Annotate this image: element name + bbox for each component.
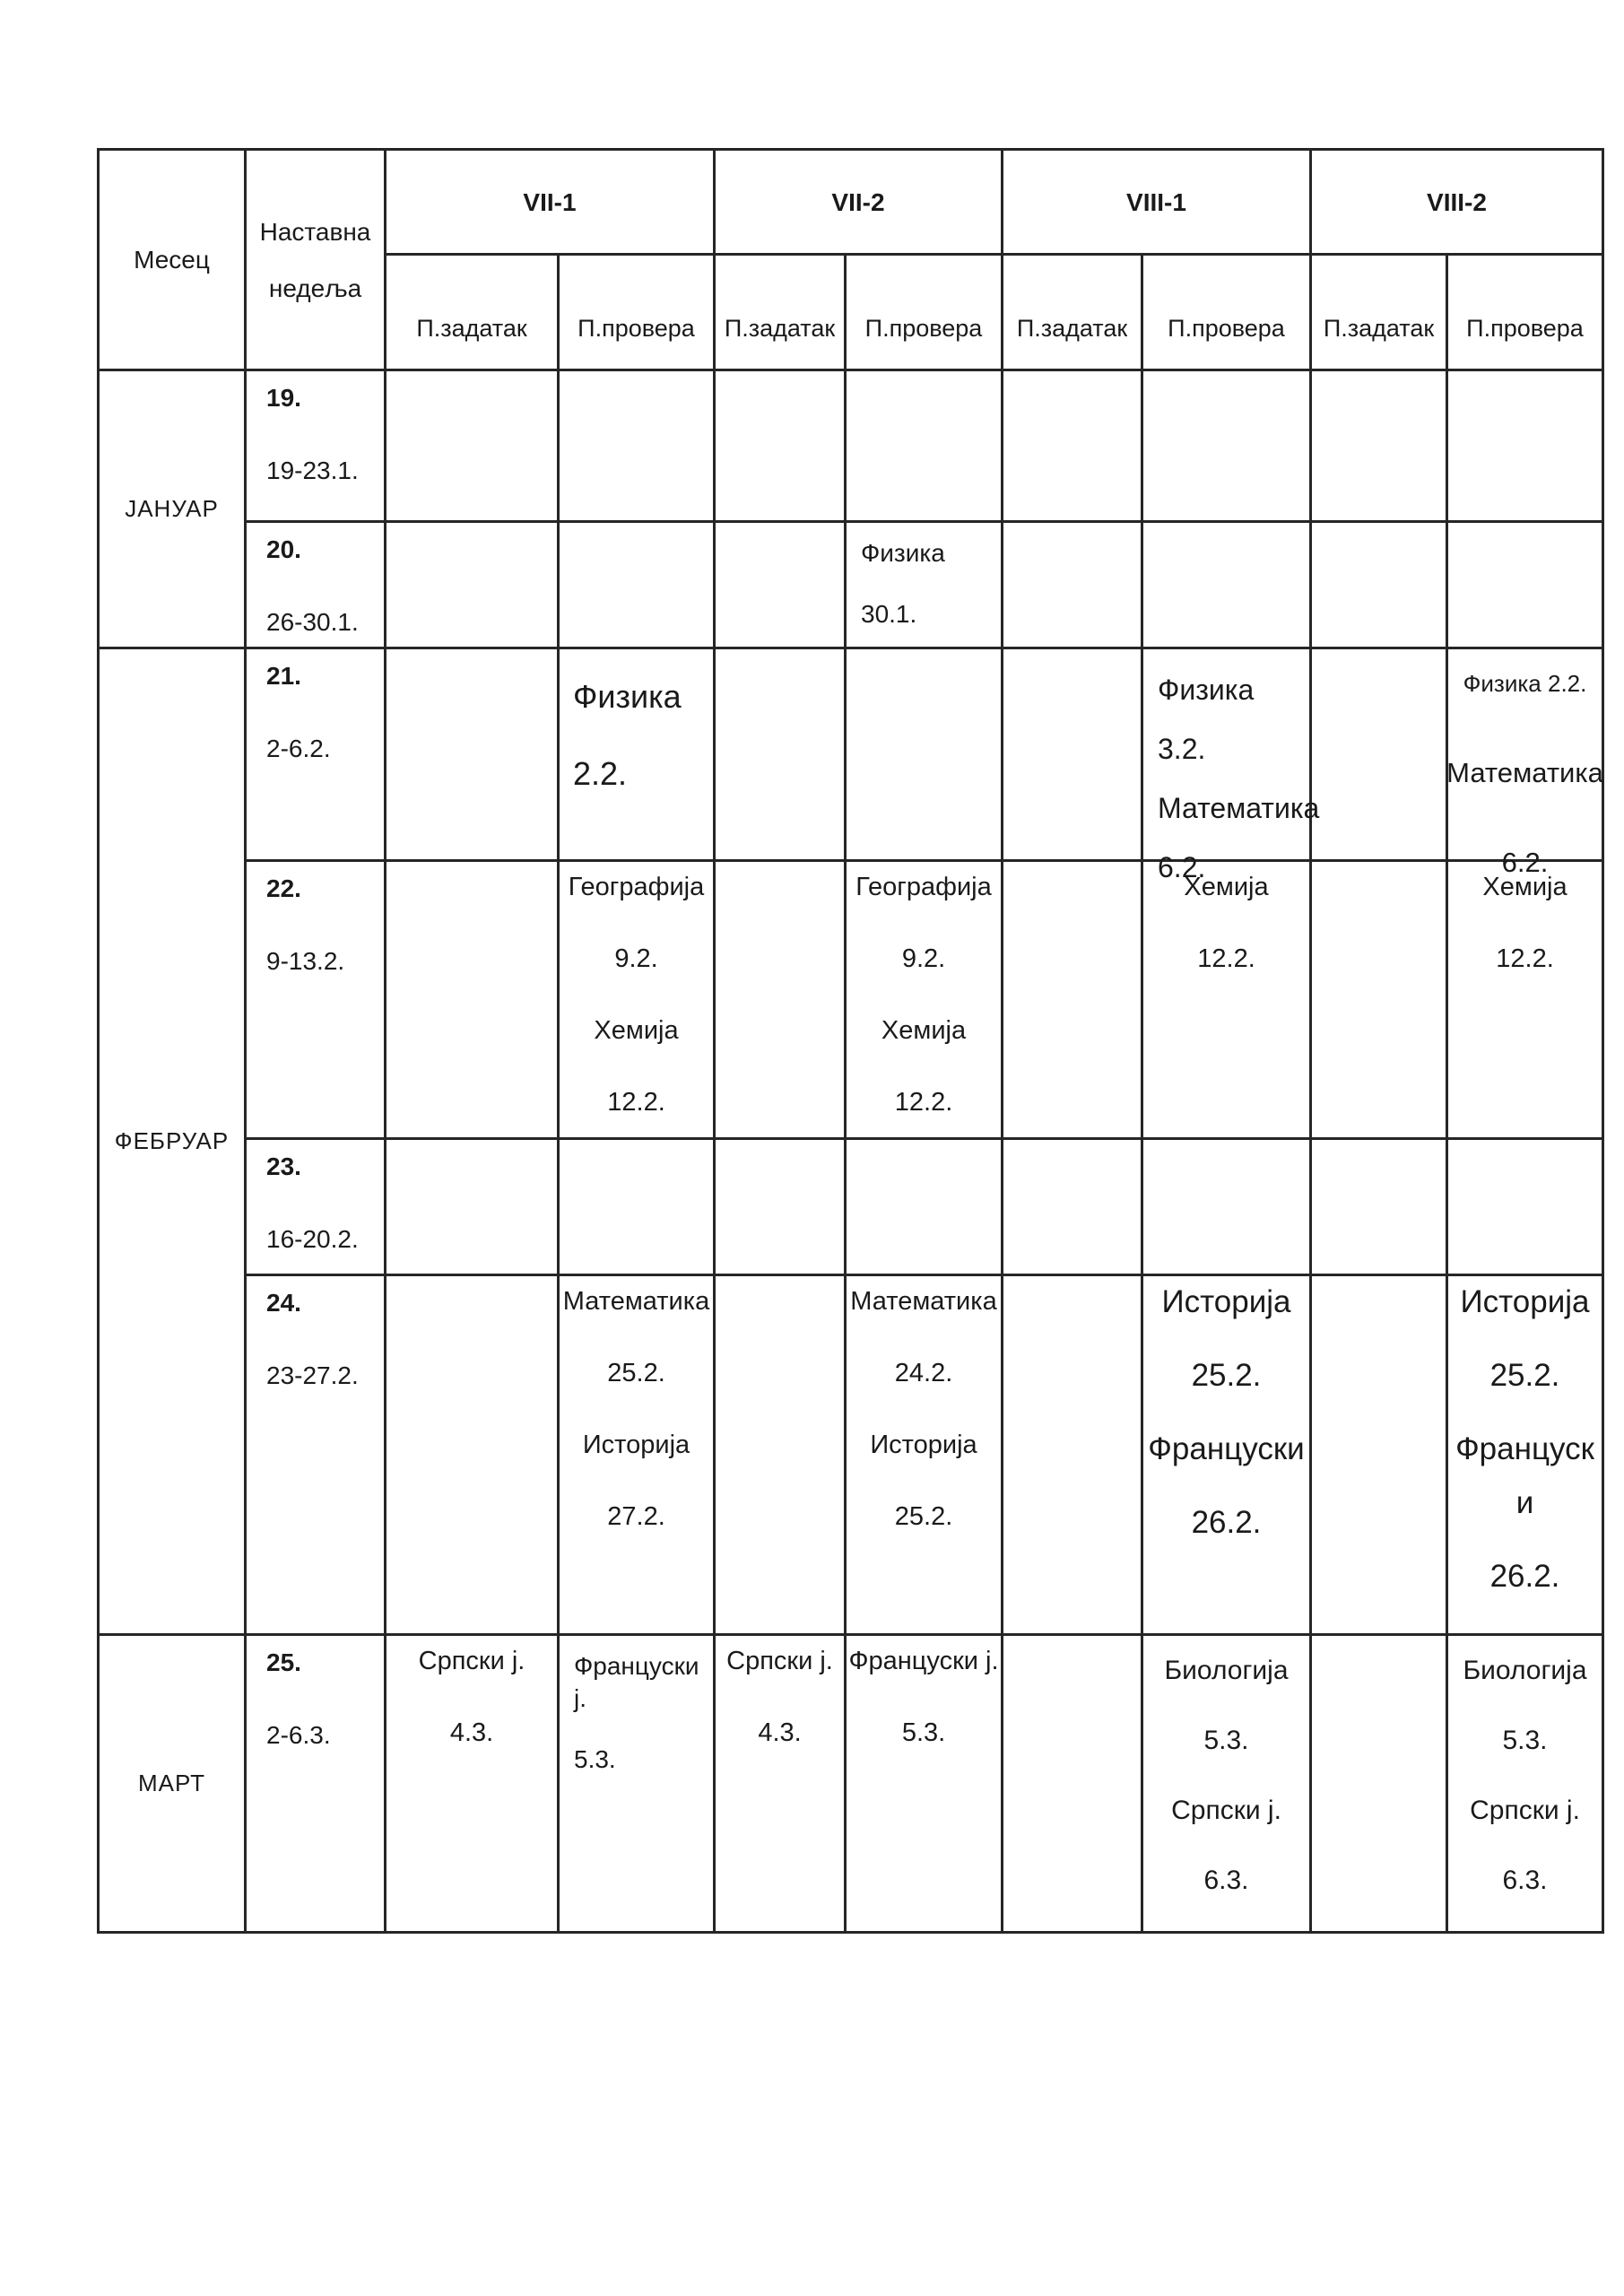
week-dates: 16-20.2. xyxy=(266,1225,359,1253)
week-number: 21. xyxy=(266,662,301,690)
cell-w24-viii1_zadatak xyxy=(1003,1276,1143,1636)
cell-line: 6.2. xyxy=(1158,851,1206,883)
cell-line: 6.2. xyxy=(1501,847,1549,878)
cell-w25-vii2_zadatak xyxy=(716,1636,847,1934)
cell-line: Француски ј. xyxy=(848,1647,999,1675)
cell-line: 25.2. xyxy=(1489,1358,1560,1393)
cell-w22-viii2_provera xyxy=(1448,862,1604,1140)
cell-w23-vii2_zadatak xyxy=(716,1140,847,1276)
cell-w25-vii1_zadatak xyxy=(386,1636,560,1934)
cell-line: Српски ј. xyxy=(1470,1796,1580,1825)
cell-line: 9.2. xyxy=(901,944,946,973)
cell-line: 5.3. xyxy=(1203,1726,1249,1755)
subheader-provera: П.провера xyxy=(1448,256,1604,371)
cell-line: 30.1. xyxy=(861,600,917,628)
group-header-viii1: VIII-1 xyxy=(1003,151,1312,256)
cell-w25-viii2_provera xyxy=(1448,1636,1604,1934)
cell-line: Математика xyxy=(1158,792,1320,824)
cell-line: 25.2. xyxy=(894,1502,953,1531)
cell-line: 25.2. xyxy=(1191,1358,1262,1393)
cell-w20-viii1_zadatak xyxy=(1003,523,1143,649)
cell-w20-viii1_provera xyxy=(1143,523,1312,649)
week-cell-20 xyxy=(247,523,386,649)
group-header-vii1: VII-1 xyxy=(386,151,716,256)
cell-w19-viii1_zadatak xyxy=(1003,371,1143,523)
cell-w19-vii2_provera xyxy=(847,371,1003,523)
week-dates: 26-30.1. xyxy=(266,608,359,636)
cell-line: 9.2. xyxy=(614,944,658,973)
subheader-provera: П.провера xyxy=(1143,256,1312,371)
subheader-zadatak: П.задатак xyxy=(716,256,847,371)
cell-line: Биологија xyxy=(1164,1656,1289,1685)
cell-line: Биологија xyxy=(1463,1656,1587,1685)
cell-line: Историја xyxy=(582,1431,690,1459)
cell-w19-viii2_provera xyxy=(1448,371,1604,523)
cell-w25-vii2_provera xyxy=(847,1636,1003,1934)
cell-line: 12.2. xyxy=(1496,944,1554,973)
cell-w20-vii2_provera xyxy=(847,523,1003,649)
cell-w24-vii2_provera xyxy=(847,1276,1003,1636)
cell-line: 3.2. xyxy=(1158,733,1206,765)
week-cell-22 xyxy=(247,862,386,1140)
cell-line: Француски xyxy=(1148,1431,1305,1466)
cell-w20-vii1_provera xyxy=(560,523,716,649)
cell-w24-vii2_zadatak xyxy=(716,1276,847,1636)
week-dates: 9-13.2. xyxy=(266,947,345,975)
cell-line: 4.3. xyxy=(449,1718,494,1747)
cell-line: 26.2. xyxy=(1489,1559,1560,1594)
cell-w19-vii1_zadatak xyxy=(386,371,560,523)
cell-w20-viii2_zadatak xyxy=(1312,523,1448,649)
cell-line: 24.2. xyxy=(894,1359,953,1387)
subheader-zadatak: П.задатак xyxy=(1003,256,1143,371)
cell-line: Географија xyxy=(568,873,705,901)
subheader-zadatak: П.задатак xyxy=(386,256,560,371)
cell-w23-viii2_zadatak xyxy=(1312,1140,1448,1276)
week-cell-19 xyxy=(247,371,386,523)
cell-line: Математика xyxy=(562,1287,710,1316)
cell-line: Математика xyxy=(850,1287,997,1316)
cell-line: Физика xyxy=(1158,674,1255,706)
cell-line: 12.2. xyxy=(1197,944,1255,973)
cell-line: 12.2. xyxy=(607,1088,665,1117)
header-week-column xyxy=(247,151,386,371)
group-header-vii2: VII-2 xyxy=(716,151,1003,256)
header-month-column: Месец xyxy=(100,151,247,371)
cell-line: Математика xyxy=(1446,757,1603,788)
cell-line: 5.3. xyxy=(1502,1726,1548,1755)
cell-w22-vii2_zadatak xyxy=(716,862,847,1140)
week-cell-23 xyxy=(247,1140,386,1276)
month-cell-ЈАНУАР: ЈАНУАР xyxy=(100,371,247,649)
cell-w25-viii1_zadatak xyxy=(1003,1636,1143,1934)
cell-line: Хемија xyxy=(1184,873,1269,901)
cell-w19-viii1_provera xyxy=(1143,371,1312,523)
cell-w25-viii1_provera xyxy=(1143,1636,1312,1934)
subheader-provera: П.провера xyxy=(847,256,1003,371)
week-number: 24. xyxy=(266,1289,301,1317)
cell-w22-viii2_zadatak xyxy=(1312,862,1448,1140)
cell-w21-vii2_zadatak xyxy=(716,649,847,862)
cell-line: 6.3. xyxy=(1203,1866,1249,1895)
group-header-viii2: VIII-2 xyxy=(1312,151,1604,256)
cell-w19-vii1_provera xyxy=(560,371,716,523)
cell-w23-viii2_provera xyxy=(1448,1140,1604,1276)
week-cell-24 xyxy=(247,1276,386,1636)
cell-line: 27.2. xyxy=(607,1502,665,1531)
subheader-zadatak: П.задатак xyxy=(1312,256,1448,371)
cell-line: Српски ј. xyxy=(1171,1796,1281,1825)
cell-line: 26.2. xyxy=(1191,1505,1262,1540)
week-number: 20. xyxy=(266,535,301,563)
cell-line: Физика xyxy=(573,678,682,715)
month-cell-ФЕБРУАР: ФЕБРУАР xyxy=(100,649,247,1636)
cell-line: Хемија xyxy=(881,1016,967,1045)
week-number: 25. xyxy=(266,1648,301,1676)
cell-w21-vii1_provera xyxy=(560,649,716,862)
cell-w25-vii1_provera xyxy=(560,1636,716,1934)
cell-w24-viii1_provera xyxy=(1143,1276,1312,1636)
cell-w23-vii1_provera xyxy=(560,1140,716,1276)
cell-w23-viii1_provera xyxy=(1143,1140,1312,1276)
cell-w25-viii2_zadatak xyxy=(1312,1636,1448,1934)
cell-line: Француски ј. xyxy=(574,1652,699,1712)
cell-line: 2.2. xyxy=(573,755,628,792)
cell-w21-viii2_zadatak xyxy=(1312,649,1448,862)
cell-w19-vii2_zadatak xyxy=(716,371,847,523)
week-dates: 23-27.2. xyxy=(266,1361,359,1389)
cell-line: и xyxy=(1515,1485,1534,1520)
cell-w22-vii1_zadatak xyxy=(386,862,560,1140)
cell-line: Физика 2.2. xyxy=(1463,670,1587,697)
cell-line: Историја xyxy=(1161,1284,1291,1319)
cell-line: 5.3. xyxy=(574,1745,616,1773)
cell-w23-vii2_provera xyxy=(847,1140,1003,1276)
cell-w20-vii1_zadatak xyxy=(386,523,560,649)
cell-line: Историја xyxy=(870,1431,977,1459)
month-cell-МАРТ: МАРТ xyxy=(100,1636,247,1934)
cell-line: Српски ј. xyxy=(418,1647,525,1675)
cell-line: Хемија xyxy=(1482,873,1568,901)
cell-w22-vii1_provera xyxy=(560,862,716,1140)
cell-line: Српски ј. xyxy=(726,1647,833,1675)
week-dates: 2-6.2. xyxy=(266,735,331,762)
cell-w19-viii2_zadatak xyxy=(1312,371,1448,523)
header-week-line1: Наставна xyxy=(259,217,371,246)
cell-w21-viii2_provera xyxy=(1446,649,1604,878)
cell-w20-vii2_zadatak xyxy=(716,523,847,649)
week-number: 19. xyxy=(266,384,301,412)
cell-w24-vii1_provera xyxy=(560,1276,716,1636)
cell-line: 25.2. xyxy=(607,1359,665,1387)
subheader-provera: П.провера xyxy=(560,256,716,371)
week-cell-25 xyxy=(247,1636,386,1934)
cell-w21-viii1_provera xyxy=(1143,649,1320,883)
week-cell-21 xyxy=(247,649,386,862)
cell-w22-vii2_provera xyxy=(847,862,1003,1140)
week-number: 22. xyxy=(266,874,301,902)
cell-line: 4.3. xyxy=(758,1718,802,1747)
week-dates: 19-23.1. xyxy=(266,457,359,484)
cell-w24-viii2_zadatak xyxy=(1312,1276,1448,1636)
cell-w23-viii1_zadatak xyxy=(1003,1140,1143,1276)
cell-w22-viii1_provera xyxy=(1143,862,1312,1140)
week-dates: 2-6.3. xyxy=(266,1721,331,1749)
cell-line: Француск xyxy=(1455,1431,1594,1466)
week-number: 23. xyxy=(266,1152,301,1180)
cell-line: Хемија xyxy=(594,1016,679,1045)
cell-w24-viii2_provera xyxy=(1448,1276,1604,1636)
cell-line: 6.3. xyxy=(1502,1866,1548,1895)
cell-line: 12.2. xyxy=(894,1088,953,1117)
cell-w23-vii1_zadatak xyxy=(386,1140,560,1276)
cell-line: 5.3. xyxy=(901,1718,946,1747)
cell-line: Географија xyxy=(855,873,992,901)
cell-w22-viii1_zadatak xyxy=(1003,862,1143,1140)
cell-w21-vii1_zadatak xyxy=(386,649,560,862)
cell-w24-vii1_zadatak xyxy=(386,1276,560,1636)
cell-w20-viii2_provera xyxy=(1448,523,1604,649)
cell-w21-viii1_zadatak xyxy=(1003,649,1143,862)
cell-w21-vii2_provera xyxy=(847,649,1003,862)
cell-line: Физика xyxy=(861,539,945,567)
schedule-table xyxy=(97,148,1604,1934)
header-week-line2: недеља xyxy=(268,274,362,302)
cell-line: Историја xyxy=(1460,1284,1590,1319)
